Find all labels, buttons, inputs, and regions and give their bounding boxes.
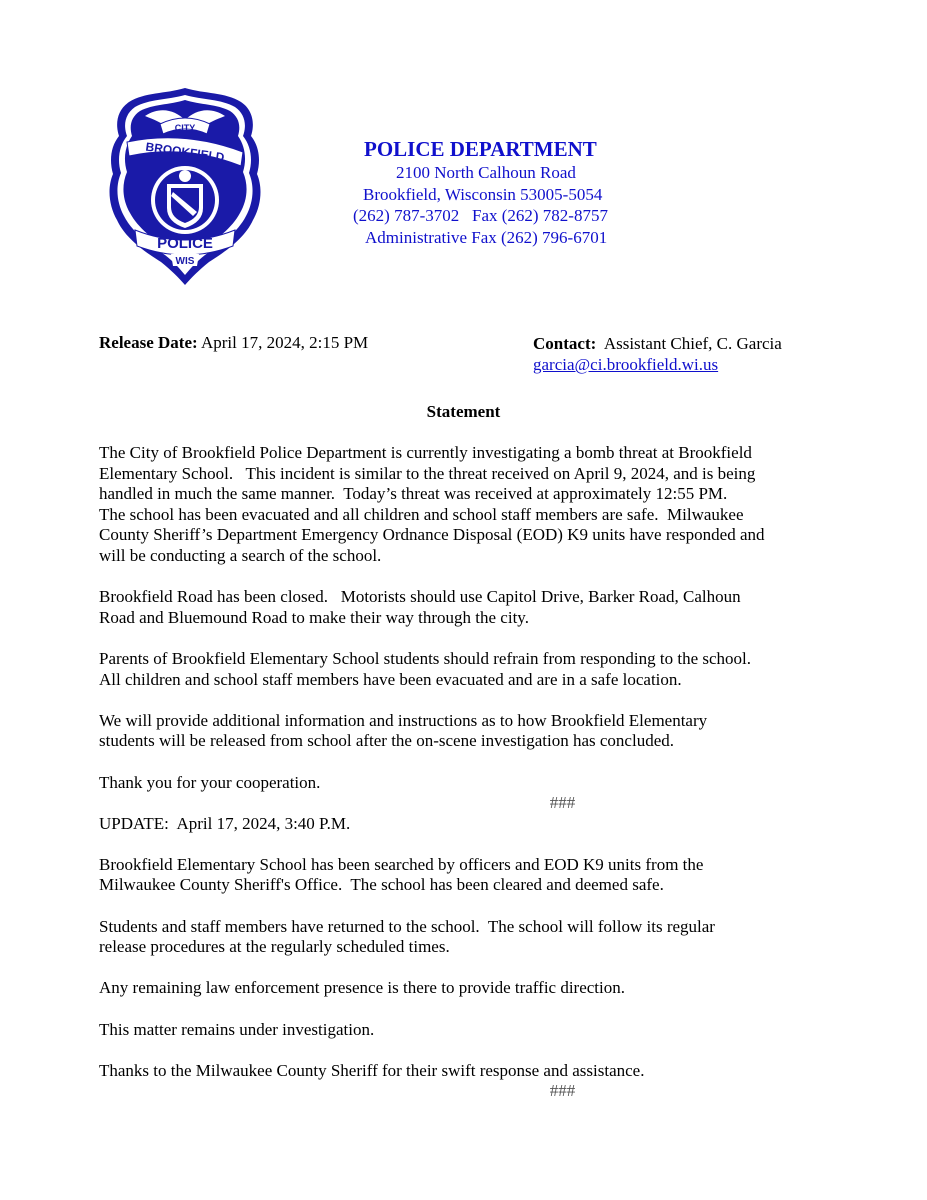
- department-header: [350, 136, 608, 248]
- section-divider-hash: ###: [549, 793, 576, 813]
- badge-brookfield-text: BROOKFIELD: [144, 139, 226, 165]
- release-date: [99, 333, 368, 353]
- end-divider-hash: ###: [549, 1081, 576, 1101]
- text-line: County Sheriff’s Department Emergency Ordnance Disposal (EOD) K9 units have responded and: [99, 525, 765, 545]
- text-line: release procedures at the regularly scheduled times.: [99, 937, 450, 957]
- text-line: All children and school staff members have been evacuated and are in a safe location.: [99, 669, 682, 689]
- contact-block: [533, 333, 782, 375]
- badge-wis-text: WIS: [175, 256, 195, 267]
- text-line: Parents of Brookfield Elementary School students should refrain from responding to the school.: [99, 648, 752, 668]
- text-line: The school has been evacuated and all children and school staff members are safe. Milwaukee: [99, 504, 744, 524]
- text-line: Milwaukee County Sheriff's Office. The school has been cleared and deemed safe.: [99, 875, 664, 895]
- department-address-street: 2100 North Calhoun Road: [396, 163, 576, 182]
- contact-email-link[interactable]: garcia@ci.brookfield.wi.us: [533, 355, 719, 374]
- text-line: The City of Brookfield Police Department is currently investigating a bomb threat at Brookfield: [99, 443, 752, 462]
- badge-police-text: POLICE: [157, 235, 213, 252]
- paragraph-9: This matter remains under investigation.: [99, 1019, 375, 1039]
- department-admin-fax: Administrative Fax (262) 796-6701: [365, 227, 608, 247]
- release-date-label: Release Date:: [99, 333, 198, 352]
- text-line: Brookfield Elementary School has been searched by officers and EOD K9 units from the: [99, 854, 704, 874]
- badge-city-text: CITY: [174, 123, 196, 133]
- paragraph-7: [99, 917, 839, 958]
- text-line: Elementary School. This incident is similar to the threat received on April 9, 2024, and is being: [99, 463, 756, 483]
- paragraph-8: Any remaining law enforcement presence is there to provide traffic direction.: [99, 978, 626, 998]
- statement-body: [99, 443, 839, 1102]
- paragraph-1: [99, 443, 839, 567]
- contact-name: Assistant Chief, C. Garcia: [596, 334, 782, 353]
- text-line: Students and staff members have returned to the school. The school will follow its regular: [99, 916, 715, 936]
- text-line: We will provide additional information and instructions as to how Brookfield Elementary: [99, 710, 708, 730]
- paragraph-2: [99, 587, 839, 628]
- badge-icon: [105, 80, 265, 290]
- text-line: Brookfield Road has been closed. Motorists should use Capitol Drive, Barker Road, Calhoun: [99, 587, 741, 607]
- text-line: handled in much the same manner. Today’s threat was received at approximately 12:55 PM.: [99, 484, 728, 504]
- paragraph-4: [99, 711, 839, 752]
- department-address-city: Brookfield, Wisconsin 53005-5054: [363, 184, 603, 204]
- department-phones: (262) 787-3702 Fax (262) 782-8757: [353, 206, 608, 225]
- paragraph-6: [99, 855, 839, 896]
- text-line: Road and Bluemound Road to make their way through the city.: [99, 607, 529, 627]
- contact-label: Contact:: [533, 334, 597, 353]
- police-badge-logo: [105, 80, 265, 290]
- text-line: will be conducting a search of the school.: [99, 545, 382, 565]
- paragraph-3: [99, 649, 839, 690]
- text-line: students will be released from school after the on-scene investigation has concluded.: [99, 731, 674, 751]
- statement-title: Statement: [426, 402, 501, 421]
- paragraph-10: Thanks to the Milwaukee County Sheriff for their swift response and assistance.: [99, 1060, 645, 1080]
- update-heading: UPDATE: April 17, 2024, 3:40 P.M.: [99, 813, 351, 833]
- release-date-value: April 17, 2024, 2:15 PM: [197, 333, 369, 352]
- paragraph-5: Thank you for your cooperation.: [99, 772, 321, 792]
- department-title: POLICE DEPARTMENT: [364, 137, 597, 161]
